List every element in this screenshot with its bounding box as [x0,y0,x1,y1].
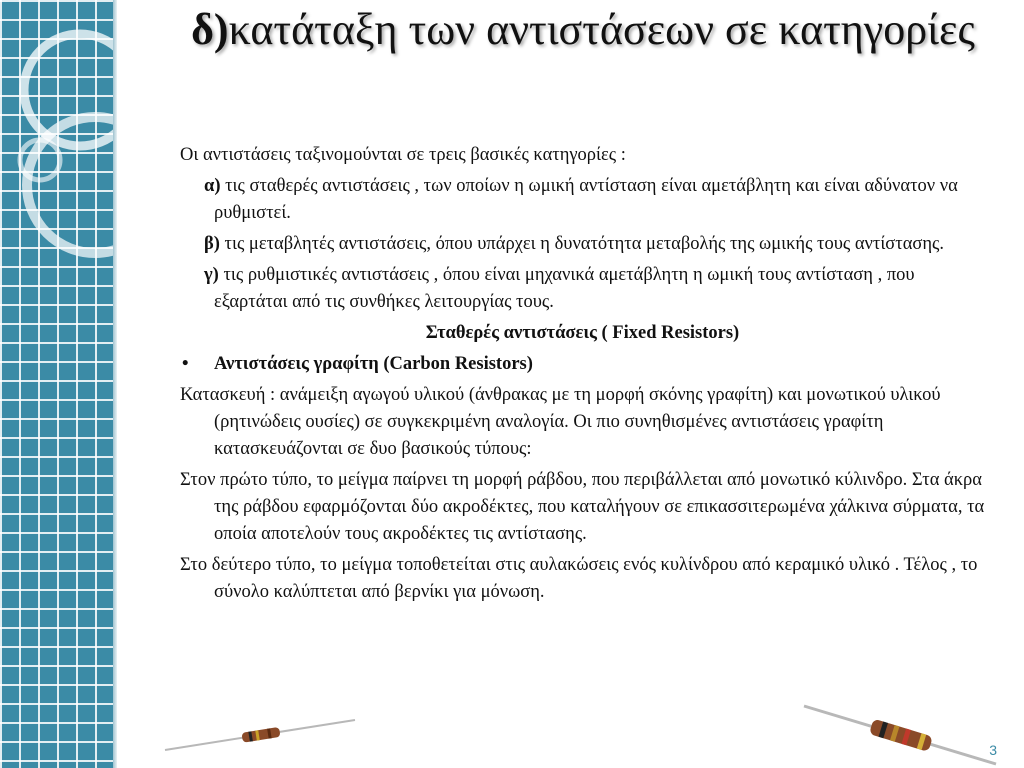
resistor-image-right [800,702,1000,768]
body-paragraph: Στο δεύτερο τύπο, το μείγμα τοποθετείται στις αυλακώσεις ενός κυλίνδρου από κεραμικό υλικό . Τέλος , το σύνολο καλύπτεται από βερνίκι για μόνωση. [180,555,978,602]
category-item [204,231,985,258]
bullet-icon: • [182,354,189,374]
decorative-grid-panel [0,0,113,768]
body-paragraph: Κατασκευή : ανάμειξη αγωγού υλικού (άνθρακας με τη μορφή σκόνης γραφίτη) και μονωτικού υλικού (ρητινώδεις ουσίες) σε συγκεκριμένη αναλογία. Οι πιο συνηθισμένες αντιστάσεις γραφίτη κατασκευάζονται σε δυο βασικούς τύπους: [180,385,941,459]
panel-edge [113,0,117,768]
resistor-body [869,719,933,752]
bullet-item [180,351,985,378]
category-label: β) [204,234,220,254]
title-text: κατάταξη των αντιστάσεων σε κατηγορίες [228,5,975,54]
category-item [204,262,985,316]
category-text: τις ρυθμιστικές αντιστάσεις , όπου είναι μηχανικά αμετάβλητη η ωμική τους αντίσταση , που εξαρτάται από τις συνθήκες λειτουργίας τους. [214,265,915,312]
category-label: α) [204,176,221,196]
section-heading: Σταθερές αντιστάσεις ( Fixed Resistors) [425,323,740,343]
slide-body [180,142,985,610]
intro-text: Οι αντιστάσεις ταξινομούνται σε τρεις βασικές κατηγορίες : [180,145,626,165]
bullet-text: Αντιστάσεις γραφίτη (Carbon Resistors) [214,354,533,374]
ring-1 [24,34,113,146]
category-item [204,173,985,227]
category-text: τις σταθερές αντιστάσεις , των οποίων η ωμική αντίσταση είναι αμετάβλητη και είναι αδύνατον να ρυθμιστεί. [214,176,958,223]
slide-title [150,4,1016,57]
body-paragraph: Στον πρώτο τύπο, το μείγμα παίρνει τη μορφή ράβδου, που περιβάλλεται από μονωτικό κύλινδρο. Στα άκρα της ράβδου εφαρμόζονται δύο ακροδέκτες, που καταλήγουν σε επικασσιτερωμένα χάλκινα σύρματα, τα οποία αποτελούν τους ακροδέκτες τις αντίστασης. [180,470,985,544]
resistor-image-left [160,706,360,756]
title-prefix: δ) [191,5,229,54]
category-text: τις μεταβλητές αντιστάσεις, όπου υπάρχει η δυνατότητα μεταβολής της ωμικής τους αντίστασης. [219,234,944,254]
resistor-body [241,727,280,743]
category-label: γ) [204,265,219,285]
ring-2 [27,117,113,253]
page-number: 3 [989,742,997,758]
decorative-rings [0,0,113,768]
